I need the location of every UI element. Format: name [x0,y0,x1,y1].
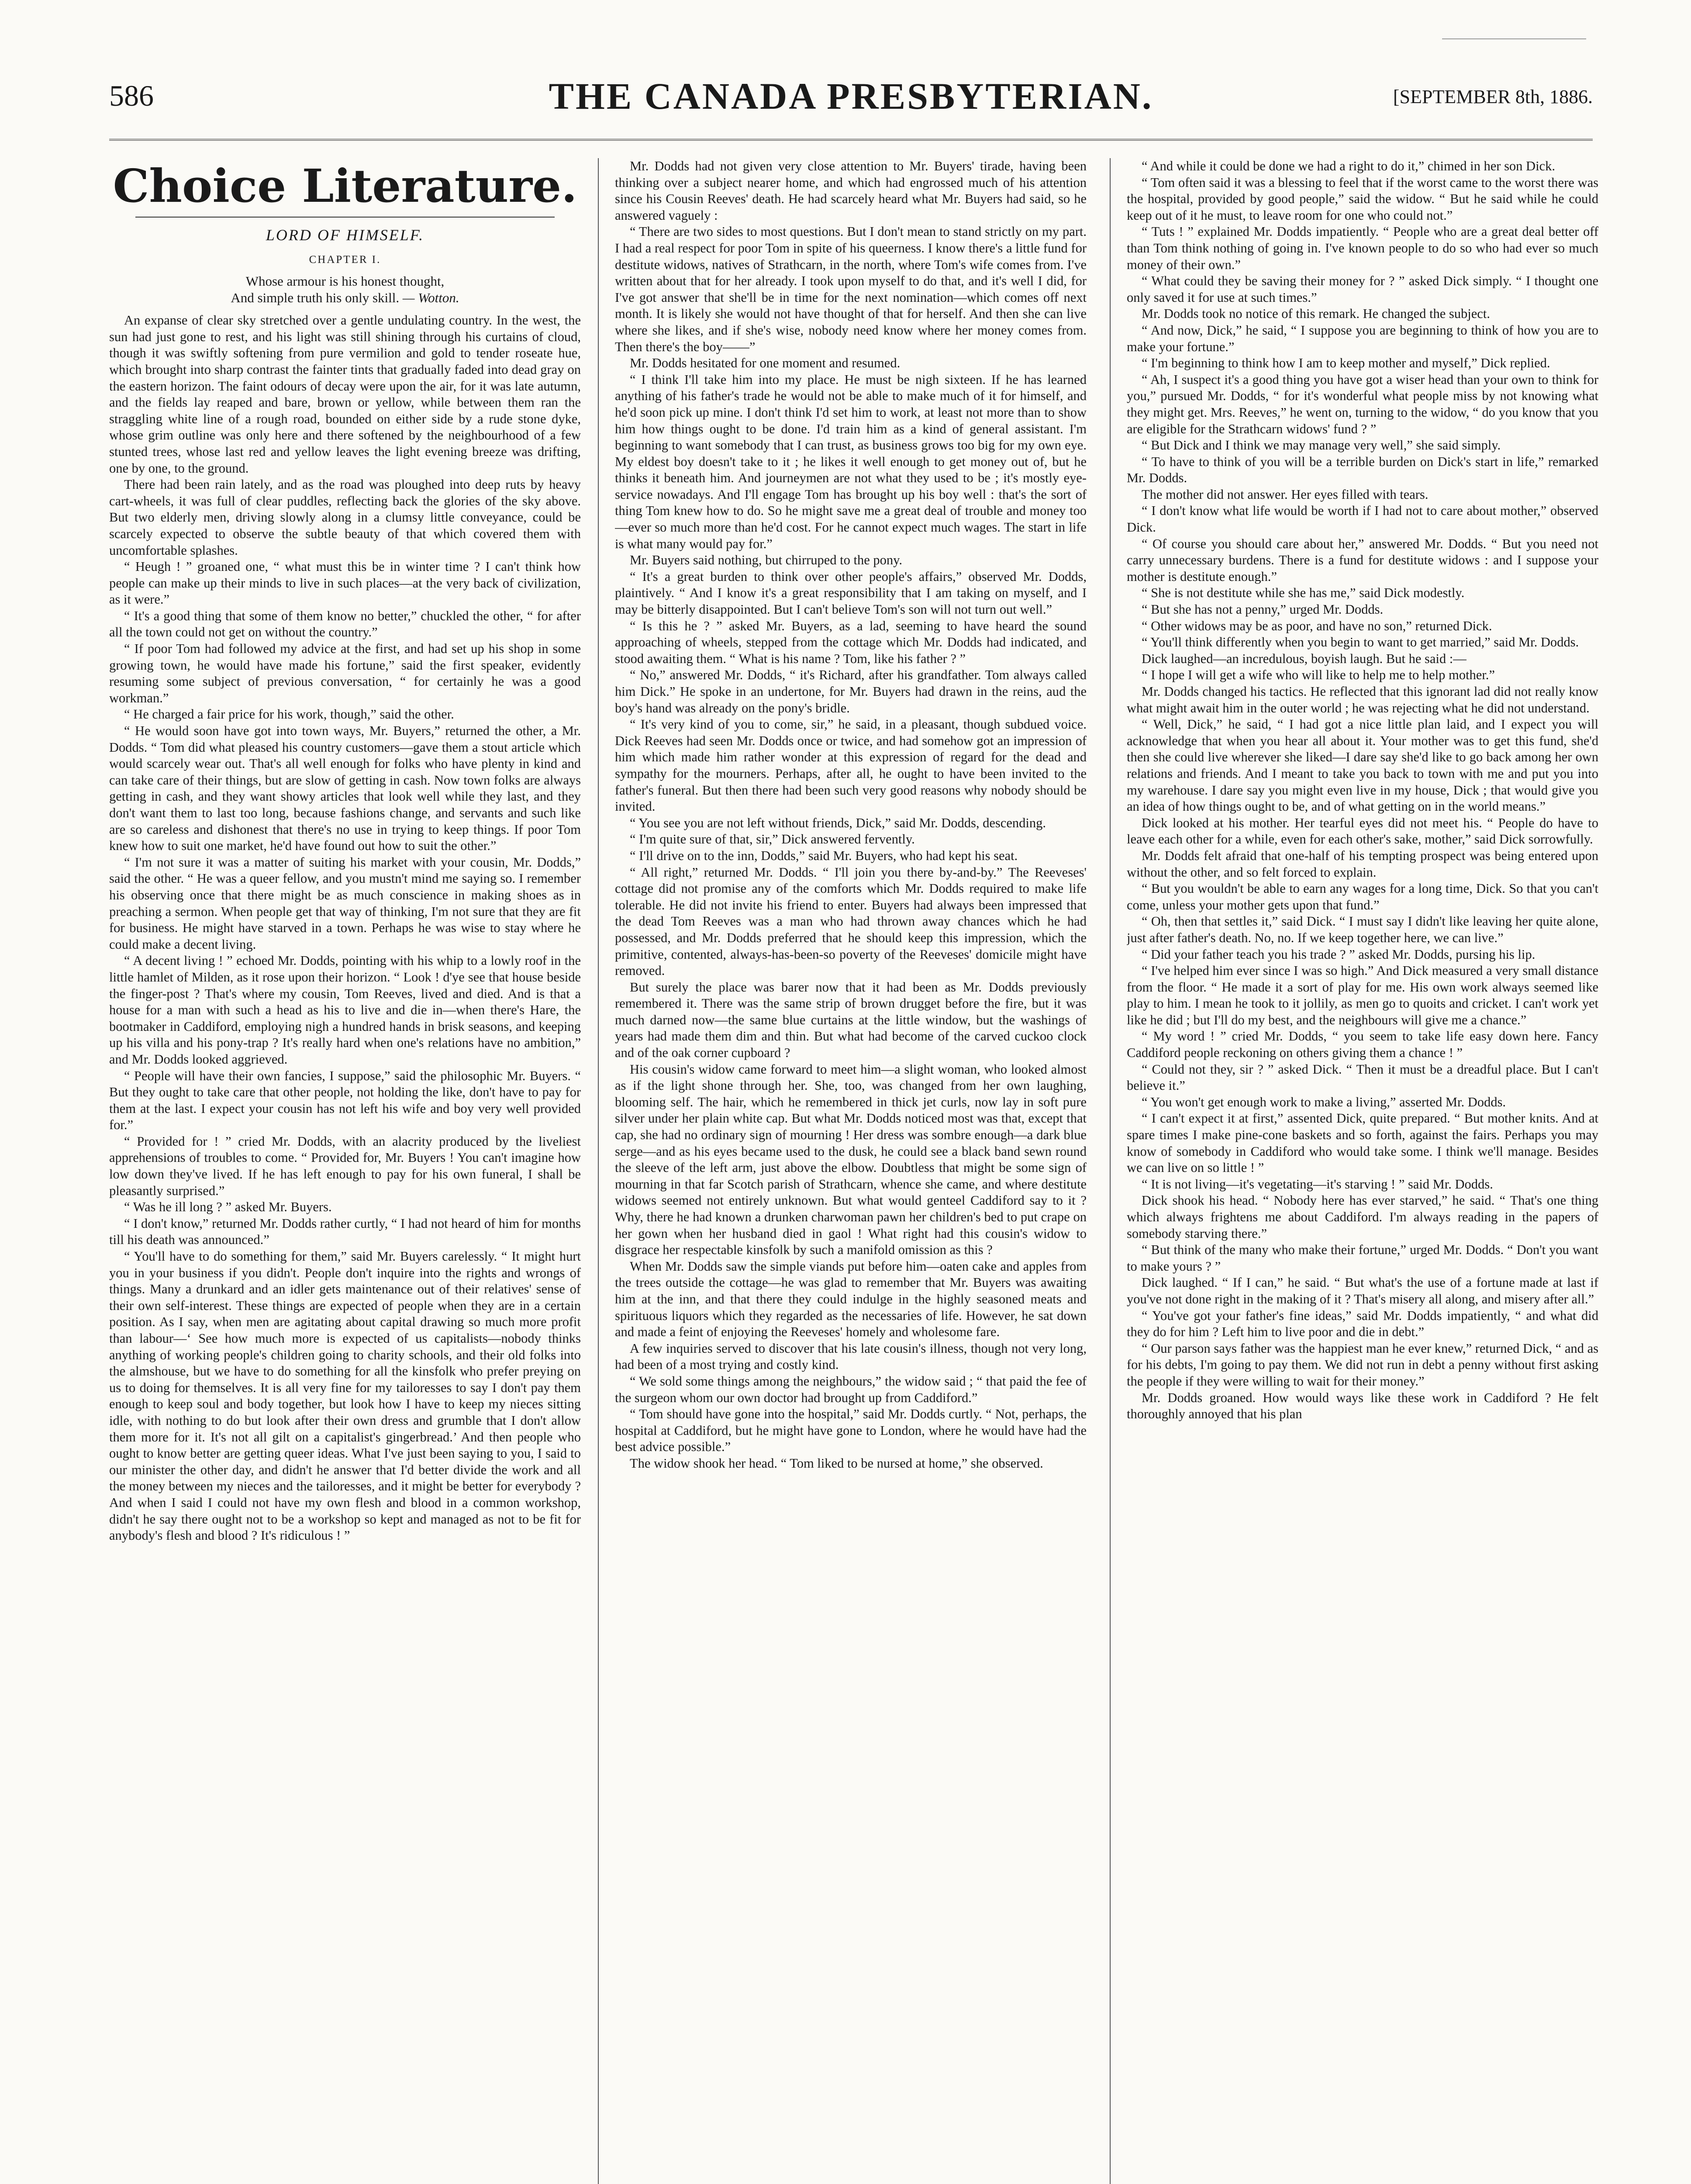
epigraph-line-2-text: And simple truth his only skill. [231,290,400,306]
paragraph: “ It is not living—it's vegetating—it's starving ! ” said Mr. Dodds. [1142,1176,1493,1192]
paragraph: Mr. Dodds had not given very close attention to Mr. Buyers' tirade, having been thinking over a subject nearer home, and which had engrossed much of his attention since his Cousin Reeves' death. He had scarcely heard what Mr. Buyers had said, so he answered vaguely : [615,159,1087,223]
paragraph: “ No,” answered Mr. Dodds, “ it's Richard, after his grandfather. Tom always called him Dick.” He spoke in an undertone, for Mr. Buyers had drawn in the reins, aud the boy's hand was already on the pony's bridle. [615,667,1087,715]
paragraph: “ I'm not sure it was a matter of suiting his market with your cousin, Mr. Dodds,” said the other. “ He was a queer fellow, and you mustn't mind me saying so. I remember his observing once that there might be as much conscience in making shoes as in preaching a sermon. When people get that way of thinking, I'm not sure that they are fit for business. He might have starved in a town. Perhaps he was wise to stay where he could make a decent living. [109,854,581,952]
title-divider [135,217,555,218]
paragraph: “ Could not they, sir ? ” asked Dick. “ Then it must be a dreadful place. But I can't believe it.” [1127,1061,1598,1093]
paragraph: Mr. Dodds hesitated for one moment and resumed. [630,356,901,371]
paragraph: “ I'll drive on to the inn, Dodds,” said Mr. Buyers, who had kept his seat. [630,848,1018,863]
paragraph: “ I can't expect it at first,” assented Dick, quite prepared. “ But mother knits. And at spare times I make pine-cone baskets and so forth, against the fairs. Perhaps you may know of somebody in Caddiford who would take some. I think we'll manage. Besides we can live on so little ! ” [1127,1111,1598,1175]
paragraph: When Mr. Dodds saw the simple viands put before him—oaten cake and apples from the trees outside the cottage—he was glad to remember that Mr. Buyers was awaiting him at the inn, and that there they could indulge in the highly seasoned meats and spirituous liquors which they regarded as the necessaries of life. However, he sat down and made a feint of enjoying the Reeveses' homely and wholesome fare. [615,1258,1087,1340]
paragraph: “ Of course you should care about her,” answered Mr. Dodds. “ But you need not carry unnecessary burdens. There is a fund for destitute widows : and I suppose your mother is destitute enough.” [1127,536,1598,584]
header-rule [109,139,1593,141]
paragraph: “ I don't know what life would be worth if I had not to care about mother,” observed Dick. [1127,503,1598,535]
paragraph: “ Our parson says father was the happiest man he ever knew,” returned Dick, “ and as for his debts, I'm going to pay them. We did not run in debt a penny without first asking the people if they were willing to wait for their money.” [1127,1341,1598,1389]
chapter-heading: CHAPTER I. [309,253,381,266]
epigraph-attribution: — Wotton. [402,290,459,306]
paragraph: “ Tom often said it was a blessing to feel that if the worst came to the worst there was the hospital, provided by good people,” said the widow. “ But he said while he could keep out of it he must, to leave room for one who could not.” [1127,175,1598,223]
paragraph: “ Tuts ! ” explained Mr. Dodds impatiently. “ People who are a great deal better off than Tom think nothing of going in. I've known people to do so who had ever so much money of their own.” [1127,224,1598,272]
paragraph: “ You see you are not left without friends, Dick,” said Mr. Dodds, descending. [630,815,1046,830]
paragraph: But surely the place was barer now that it had been as Mr. Dodds previously remembered it. There was the same strip of brown drugget before the fire, but it was much darned now—the same blue curtains at the little window, but the washings of years had made them dim and thin. But what had become of the carved cuckoo clock and of the oak corner cupboard ? [615,979,1087,1061]
paragraph: “ He would soon have got into town ways, Mr. Buyers,” returned the other, a Mr. Dodds. “ Tom did what pleased his country customers—gave them a stout article which would scarcely wear out. That's all well enough for folks who have plenty in kind and can take care of their things, but are slow of getting in cash. Now town folks are always getting in cash, and they want showy articles that look well while they last, and they don't want them to last too long, because fashions change, and servants and such like are so careless and dishonest that there's no use in trying to keep things. If poor Tom knew how to suit one market, he'd have found out how to suit the other.” [109,723,581,854]
paragraph: “ You've got your father's fine ideas,” said Mr. Dodds impatiently, “ and what did they do for him ? Left him to live poor and die in debt.” [1127,1308,1598,1340]
page-edge-mark [1442,38,1586,74]
paragraph: “ It's a good thing that some of them know no better,” chuckled the other, “ for after all the town could not get on without the country.” [109,608,581,640]
masthead: THE CANADA PRESBYTERIAN. [549,75,1153,117]
paragraph: “ But you wouldn't be able to earn any wages for a long time, Dick. So that you can't come, unless your mother gets upon that fund.” [1127,881,1598,912]
paragraph: Dick laughed. “ If I can,” he said. “ But what's the use of a fortune made at last if you've not done right in the making of it ? That's misery all along, and misery after all.” [1127,1275,1598,1306]
paragraph: Mr. Dodds changed his tactics. He reflected that this ignorant lad did not really know what might await him in the outer world ; he was rejecting what he did not understand. [1127,684,1598,715]
paragraph: “ What could they be saving their money for ? ” asked Dick simply. “ I thought one only saved it for use at such times.” [1127,273,1598,305]
page-number: 586 [109,79,154,112]
paragraph: “ It's a great burden to think over other people's affairs,” observed Mr. Dodds, plaintively. “ And I know it's a great responsibility that I am taking on myself, and I may be bitterly disappointed. But I can't believe Tom's son will not turn out well.” [615,569,1087,617]
paragraph: “ Other widows may be as poor, and have no son,” returned Dick. [1142,618,1492,633]
paragraph: “ Oh, then that settles it,” said Dick. “ I must say I didn't like leaving her quite alone, just after father's death. No, no. If we keep together here, we can live.” [1127,914,1598,945]
paragraph: There had been rain lately, and as the road was ploughed into deep ruts by heavy cart-wheels, it was full of clear puddles, reflecting back the glories of the sky above. But two elderly men, driving slowly along in a clumsy little conveyance, could be scarcely expected to observe the subtle beauty of that which covered them with uncomfortable splashes. [109,477,581,558]
column-3-body [1127,158,1598,1423]
paragraph: “ People will have their own fancies, I suppose,” said the philosophic Mr. Buyers. “ But they ought to take care that other people, not holding the like, don't have to pay for them at the last. I expect your cousin has not left his wife and boy very well provided for.” [109,1068,581,1133]
paragraph: “ Well, Dick,” he said, “ I had got a nice little plan laid, and I expect you will acknowledge that when you hear all about it. Your mother was to get this fund, she'd then she could live wherever she liked—I dare say she'd like to go back among her own relations and friends. And I meant to take you back to town with me and put you into my warehouse. I dare say you might even live in my house, Dick ; that would give you an idea of how things ought to be, and of what getting on in the world means.” [1127,717,1598,814]
column-3 [1127,158,1598,2184]
paragraph: “ She is not destitute while she has me,” said Dick modestly. [1142,585,1465,601]
paragraph: “ To have to think of you will be a terrible burden on Dick's start in life,” remarked Mr. Dodds. [1127,454,1598,486]
paragraph: “ And now, Dick,” he said, “ I suppose you are beginning to think of how you are to make your fortune.” [1127,322,1598,354]
paragraph: “ All right,” returned Mr. Dodds. “ I'll join you there by-and-by.” The Reeveses' cottage did not promise any of the comforts which Mr. Dodds required to make life tolerable. He did not invite his friend to enter. Buyers had always been impressed that the dead Tom Reeves was a man who had thrown away chances which he had possessed, and Mr. Dodds preferred that he should keep this impression, which the primitive, contented, always-has-been-so poverty of the Reeveses' domicile might have removed. [615,864,1087,978]
paragraph: “ I think I'll take him into my place. He must be nigh sixteen. If he has learned anything of his father's trade he would not be able to make much of it for himself, and he'd soon pick up mine. I don't think I'd set him to work, at least not more than to show him how things ought to be done. I'd train him as a kind of general assistant. I'm beginning to want somebody that I can trust, as business grows too big for my own eye. My eldest boy doesn't take to it ; he likes it well enough to get money out of, but he thinks it beneath him. And journeymen are not what they used to be ; it's mostly eye-service nowadays. And I'll engage Tom has brought up his boy well : that's the sort of thing Tom knew how to do. So he might save me a great deal of trouble and money too—ever so much more than he'd cost. For he cannot expect much wages. The start in life is what many would pay for.” [615,372,1087,551]
paragraph: Dick shook his head. “ Nobody here has ever starved,” he said. “ That's one thing which always frightens me about Caddiford. I'm always reading in the papers of somebody starving there.” [1127,1193,1598,1241]
paragraph: “ Heugh ! ” groaned one, “ what must this be in winter time ? I can't think how people can make up their minds to live in such places—at the very back of civilization, as it were.” [109,559,581,607]
paragraph: “ I'm quite sure of that, sir,” Dick answered fervently. [630,832,915,847]
column-2-body [615,158,1087,1472]
paragraph: “ But Dick and I think we may manage very well,” she said simply. [1142,438,1501,453]
paragraph: “ And while it could be done we had a right to do it,” chimed in her son Dick. [1142,159,1555,173]
paragraph: Mr. Buyers said nothing, but chirruped to the pony. [630,553,903,568]
paragraph: “ If poor Tom had followed my advice at the first, and had set up his shop in some growing town, he would have made his fortune,” said the first speaker, evidently resuming some subject of previous conversation, “ for certainly he was a good workman.” [109,641,581,705]
column-1-body [109,312,581,1544]
paragraph: Mr. Dodds felt afraid that one-half of his tempting prospect was being entered upon without the other, and so felt forced to explain. [1127,848,1598,880]
column-1 [109,158,581,2184]
paragraph: “ It's very kind of you to come, sir,” he said, in a pleasant, though subdued voice. Dick Reeves had seen Mr. Dodds once or twice, and had somehow got an impression of him which made him rather wonder at this expression of regard for the dead and sympathy for the mourners. Perhaps, after all, he ought to have been invited to the father's funeral. But then there had been such very good reasons why nobody should be invited. [615,717,1087,814]
paragraph: “ Was he ill long ? ” asked Mr. Buyers. [124,1199,332,1215]
epigraph-line-1: Whose armour is his honest thought, [245,273,445,289]
epigraph [109,273,581,306]
paragraph: “ There are two sides to most questions. But I don't mean to stand strictly on my part. I had a real respect for poor Tom in spite of his queerness. I know there's a little fund for destitute widows, natives of Strathcarn, in the north, where Tom's wife comes from. I've written about that for her already. I took upon myself to do that, and it's well I did, for I've got answer that she'll be in time for the next nomination—which comes off next month. It is likely she would not have thought of that for herself. And then she can live where she likes, and if she's wise, nobody need know where her money comes from. Then there's the boy——” [615,224,1087,354]
paragraph: The widow shook her head. “ Tom liked to be nursed at home,” she observed. [630,1455,1043,1471]
paragraph: Dick looked at his mother. Her tearful eyes did not meet his. “ People do have to leave each other for a while, even for each other's sake, mother,” said Dick sorrowfully. [1127,815,1598,847]
paragraph: “ Is this he ? ” asked Mr. Buyers, as a lad, seeming to have heard the sound approaching of wheels, stepped from the cottage which Mr. Dodds had indicated, and stood awaiting them. “ What is his name ? Tom, like his father ? ” [615,618,1087,666]
paragraph: “ But she has not a penny,” urged Mr. Dodds. [1142,602,1384,617]
paragraph: “ I hope I will get a wife who will like to help me to help mother.” [1142,667,1495,683]
paragraph: The mother did not answer. Her eyes filled with tears. [1142,487,1429,502]
paragraph: “ Did your father teach you his trade ? ” asked Mr. Dodds, pursing his lip. [1142,947,1536,962]
page-header [109,74,1593,131]
epigraph-line-2 [109,290,581,306]
paragraph: “ You won't get enough work to make a living,” asserted Mr. Dodds. [1142,1094,1506,1109]
paragraph: Mr. Dodds took no notice of this remark. He changed the subject. [1142,306,1490,321]
column-divider-2 [1110,158,1111,2184]
paragraph: “ I've helped him ever since I was so high.” And Dick measured a very small distance from the floor. “ He made it a sort of play for me. His own work always seemed like play to him. I mean he took to it jollily, as men go to quoits and cricket. I can't work yet like he did ; but I'll do my best, and the neighbours will give me a chance.” [1127,963,1598,1027]
paragraph: “ Ah, I suspect it's a good thing you have got a wiser head than your own to think for you,” pursued Mr. Dodds, “ for it's wonderful what people miss by not knowing what they might get. Mrs. Reeves,” he went on, turning to the widow, “ do you know that you are eligible for the Strathcarn widows' fund ? ” [1127,372,1598,436]
story-title: LORD OF HIMSELF. [266,226,424,244]
paragraph: “ But think of the many who make their fortune,” urged Mr. Dodds. “ Don't you want to make yours ? ” [1127,1242,1598,1274]
paragraph: An expanse of clear sky stretched over a gentle undulating country. In the west, the sun had just gone to rest, and his light was still shining through his curtains of cloud, though it was swiftly softening from pure vermilion and gold to tender roseate hue, which brought into sharp contrast the fainter tints that gradually faded into dead gray on the eastern horizon. The faint odours of decay were upon the air, for it was late autumn, and the fields lay reaped and bare, brown or yellow, while between them ran the straggling white line of a rough road, bounded on either side by a rude stone dyke, whose grim outline was only here and there softened by the neighbourhood of a few stunted trees, whose last red and yellow leaves the light evening breeze was drifting, one by one, to the ground. [109,313,581,476]
paragraph: Dick laughed—an incredulous, boyish laugh. But he said :— [1142,651,1467,666]
paragraph: “ You'll think differently when you begin to want to get married,” said Mr. Dodds. [1142,635,1579,650]
paragraph: Mr. Dodds groaned. How would ways like these work in Caddiford ? He felt thoroughly annoyed that his plan [1127,1390,1598,1422]
paragraph: “ I don't know,” returned Mr. Dodds rather curtly, “ I had not heard of him for months till his death was announced.” [109,1216,581,1248]
paragraph: “ You'll have to do something for them,” said Mr. Buyers carelessly. “ It might hurt you in your business if you didn't. People don't inquire into the rights and wrongs of things. Many a drunkard and an idler gets maintenance out of their relatives' sense of their own self-interest. These things are expected of people when they are in a certain position. As I say, when men are agitating about capital drawing so much more profit than labour—‘ See how much more is expected of us capitalists—nobody thinks anything of working people's children going to charity schools, and their old folks into the almshouse, but we have to do something for all the kinsfolk who prefer preying on us to doing for themselves. It is all very fine for my tailoresses to say I don't pay them enough to keep soul and body together, but look how I have to keep my nieces sitting idle, with nothing to do but look after their own dress and grumble that I don't allow them more for it. It's not all gilt on a capitalist's gingerbread.’ And then people who ought to know better are getting queer ideas. What I've just been saying to you, I said to our minister the other day, and didn't he answer that I'd better divide the work and all the money between my nieces and the tailoresses, and it might be better for everybody ? And when I said I could not have my own flesh and blood in a common workshop, didn't he say there ought not to be a workshop so kept and managed as not to be fit for anybody's flesh and blood ? It's ridiculous ! ” [109,1249,581,1543]
issue-date: [SEPTEMBER 8th, 1886. [1393,86,1593,107]
paragraph: “ He charged a fair price for his work, though,” said the other. [124,707,454,722]
paragraph: A few inquiries served to discover that his late cousin's illness, though not very long, had been of a most trying and costly kind. [615,1341,1087,1372]
column-2 [615,158,1087,2184]
paragraph: “ Provided for ! ” cried Mr. Dodds, with an alacrity produced by the liveliest apprehensions of troubles to come. “ Provided for, Mr. Buyers ! You can't imagine how low down they've lived. If he has left enough to pay for his own funeral, I shall be pleasantly surprised.” [109,1133,581,1198]
paragraph: “ We sold some things among the neighbours,” the widow said ; “ that paid the fee of the surgeon whom our own doctor had brought up from Caddiford.” [615,1373,1087,1405]
paragraph: His cousin's widow came forward to meet him—a slight woman, who looked almost as if the light shone through her. She, too, was changed from her own laughing, blooming self. The hair, which he remembered in thick jet curls, now lay in soft pure silver under her plain white cap. But what Mr. Dodds noticed most was that, except that cap, she had no ordinary sign of mourning ! Her dress was sombre enough—a dark blue serge—and as his eyes became used to the dusk, he could see a black band sewn round the sleeve of the left arm, just above the elbow. Doubtless that might be some sign of mourning in that far Scotch parish of Strathcarn, whence she came, and where destitute widows seemed not entirely unknown. But what would genteel Caddiford say to it ? Why, there he had known a drunken charwoman pawn her children's bed to put crape on her gown when her husband died in gaol ! What right had this cousin's widow to disgrace her respectable kinsfolk by such a manifold omission as this ? [615,1061,1087,1258]
paragraph: “ My word ! ” cried Mr. Dodds, “ you seem to take life easy down here. Fancy Caddiford people reckoning on others giving them a chance ! ” [1127,1029,1598,1061]
section-title: Choice Literature. [113,159,577,213]
column-divider-1 [598,158,599,2184]
paragraph: “ A decent living ! ” echoed Mr. Dodds, pointing with his whip to a lowly roof in the little hamlet of Milden, as it rose upon their horizon. “ Look ! d'ye see that house beside the finger-post ? That's where my cousin, Tom Reeves, lived and died. And is that a house for a man with such a head as his to live and die in—when there's Hare, the bootmaker in Caddiford, employing nigh a hundred hands in brisk seasons, and keeping up his villa and his pony-trap ? It's really hard when one's relations have no ambition,” and Mr. Dodds looked aggrieved. [109,953,581,1067]
paragraph: “ I'm beginning to think how I am to keep mother and myself,” Dick replied. [1142,356,1550,371]
paragraph: “ Tom should have gone into the hospital,” said Mr. Dodds curtly. “ Not, perhaps, the hospital at Caddiford, but he might have gone to London, where he would have had the best advice possible.” [615,1406,1087,1455]
